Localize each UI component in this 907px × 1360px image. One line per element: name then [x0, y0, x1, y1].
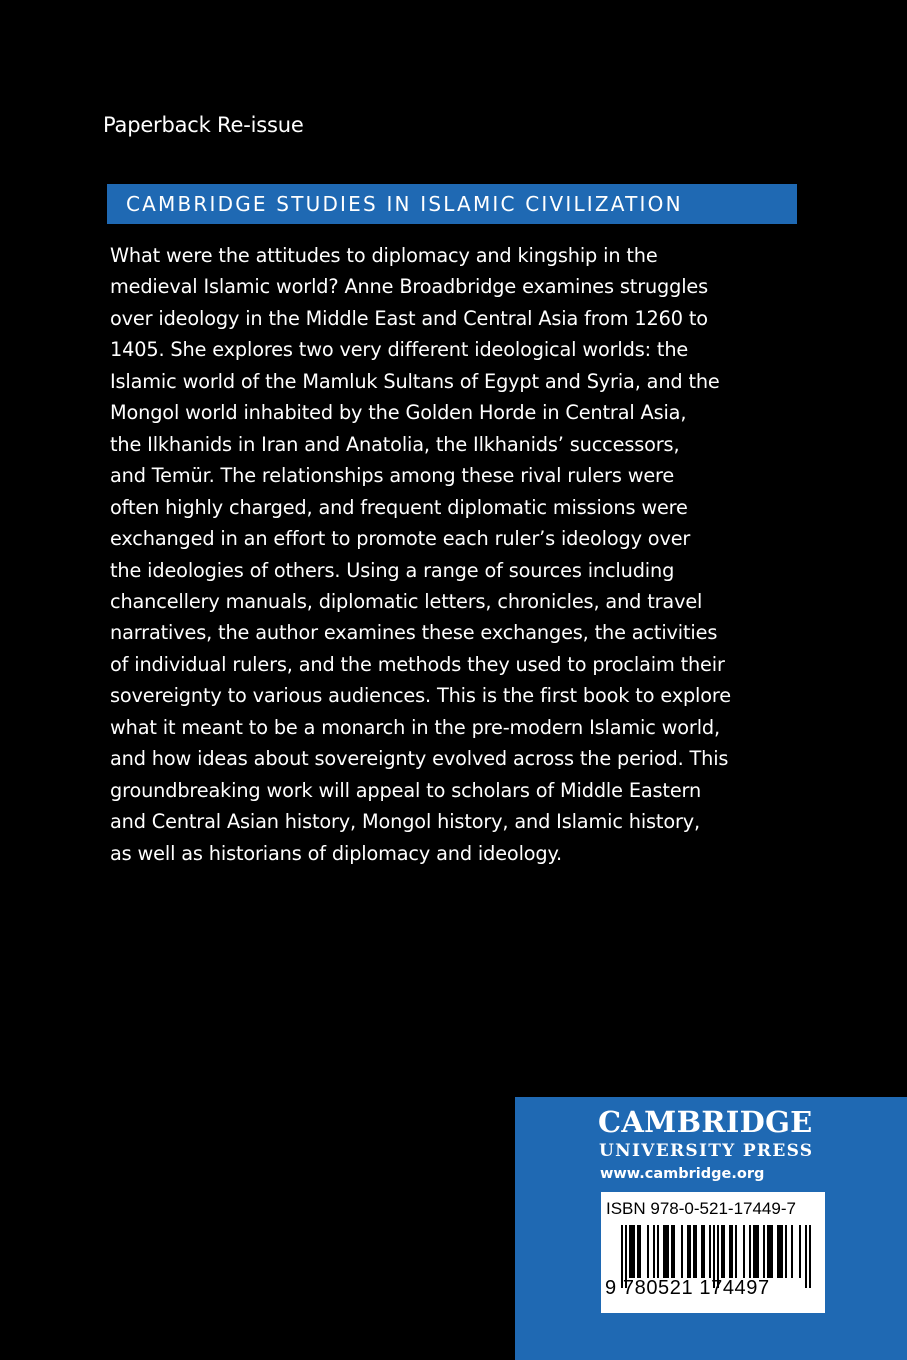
barcode-bar — [703, 1225, 705, 1278]
barcode-bar — [735, 1225, 737, 1278]
barcode-bar — [729, 1225, 731, 1278]
barcode-panel — [601, 1192, 825, 1313]
barcode-bar — [785, 1225, 787, 1278]
barcode-bar — [639, 1225, 641, 1278]
description-line: the Ilkhanids in Iran and Anatolia, the Ilkhanids’ successors, — [110, 432, 680, 456]
description-line: Mongol world inhabited by the Golden Horde in Central Asia, — [110, 401, 687, 425]
publisher-panel — [515, 1097, 907, 1360]
barcode-bar — [755, 1225, 757, 1278]
barcode-bar — [809, 1225, 811, 1288]
barcode-bar — [805, 1225, 807, 1288]
barcode-bar — [657, 1225, 659, 1278]
barcode-bar — [631, 1225, 633, 1278]
description-line: Islamic world of the Mamluk Sultans of Egypt and Syria, and the — [110, 369, 720, 393]
barcode-bar — [665, 1225, 667, 1278]
barcode-bar — [777, 1225, 779, 1278]
barcode-digits: 9 780521 174497 — [605, 1277, 770, 1299]
barcode-bar — [763, 1225, 765, 1278]
barcode-bar — [723, 1225, 725, 1278]
barcode-bar — [753, 1225, 755, 1278]
description-line: over ideology in the Middle East and Central Asia from 1260 to — [110, 306, 708, 330]
barcode-bar — [663, 1225, 665, 1278]
barcode-bar — [799, 1225, 801, 1278]
barcode-bar — [757, 1225, 759, 1278]
description-line: and Temür. The relationships among these rival rulers were — [110, 464, 675, 488]
edition-label: Paperback Re-issue — [103, 113, 304, 137]
description-line: sovereignty to various audiences. This is the first book to explore — [110, 684, 731, 708]
barcode-bar — [637, 1225, 639, 1278]
barcode-bar — [701, 1225, 703, 1278]
barcode-bar — [633, 1225, 635, 1278]
isbn-label: ISBN 978-0-521-17449-7 — [606, 1199, 796, 1218]
series-banner — [107, 184, 797, 224]
description-line: narratives, the author examines these exchanges, the activities — [110, 621, 718, 645]
barcode-bar — [681, 1225, 683, 1278]
barcode-bar — [687, 1225, 689, 1278]
barcode-bar — [673, 1225, 675, 1278]
description-line: and Central Asian history, Mongol history, and Islamic history, — [110, 810, 700, 834]
barcode-bar — [721, 1225, 723, 1278]
book-description — [110, 240, 730, 869]
barcode-bar — [629, 1225, 631, 1278]
description-line: medieval Islamic world? Anne Broadbridge examines struggles — [110, 275, 709, 299]
description-line: often highly charged, and frequent diplomatic missions were — [110, 495, 688, 519]
barcode-bar — [767, 1225, 769, 1278]
barcode-bar — [671, 1225, 673, 1278]
barcode-bar — [769, 1225, 771, 1278]
barcode-bar — [689, 1225, 691, 1278]
description-line: chancellery manuals, diplomatic letters, chronicles, and travel — [110, 589, 703, 613]
barcode-bar — [731, 1225, 733, 1278]
barcode-bar — [781, 1225, 783, 1278]
barcode-bar — [695, 1225, 697, 1278]
description-line: of individual rulers, and the methods they used to proclaim their — [110, 652, 725, 676]
barcode-bar — [749, 1225, 751, 1278]
description-line: what it meant to be a monarch in the pre-modern Islamic world, — [110, 715, 720, 739]
series-title: CAMBRIDGE STUDIES IN ISLAMIC CIVILIZATION — [126, 192, 683, 216]
barcode-bar — [771, 1225, 773, 1278]
barcode-bar — [647, 1225, 649, 1278]
publisher-website: www.cambridge.org — [600, 1166, 765, 1182]
barcode-bar — [653, 1225, 655, 1278]
barcode-bar — [743, 1225, 745, 1278]
description-line: groundbreaking work will appeal to scholars of Middle Eastern — [110, 778, 702, 802]
publisher-logo-press: UNIVERSITY PRESS — [599, 1141, 814, 1161]
description-line: exchanged in an effort to promote each ruler’s ideology over — [110, 527, 691, 551]
description-line: What were the attitudes to diplomacy and kingship in the — [110, 244, 658, 267]
description-line: as well as historians of diplomacy and ideology. — [110, 841, 563, 865]
barcode-bar — [667, 1225, 669, 1278]
description-line: 1405. She explores two very different ideological worlds: the — [110, 338, 689, 362]
description-line: the ideologies of others. Using a range of sources including — [110, 558, 675, 582]
barcode-bar — [709, 1225, 711, 1278]
description-line: and how ideas about sovereignty evolved across the period. This — [110, 747, 729, 771]
barcode-bar — [791, 1225, 793, 1278]
barcode-bar — [693, 1225, 695, 1278]
barcode-bar — [779, 1225, 781, 1278]
publisher-logo-name: CAMBRIDGE — [598, 1105, 813, 1139]
